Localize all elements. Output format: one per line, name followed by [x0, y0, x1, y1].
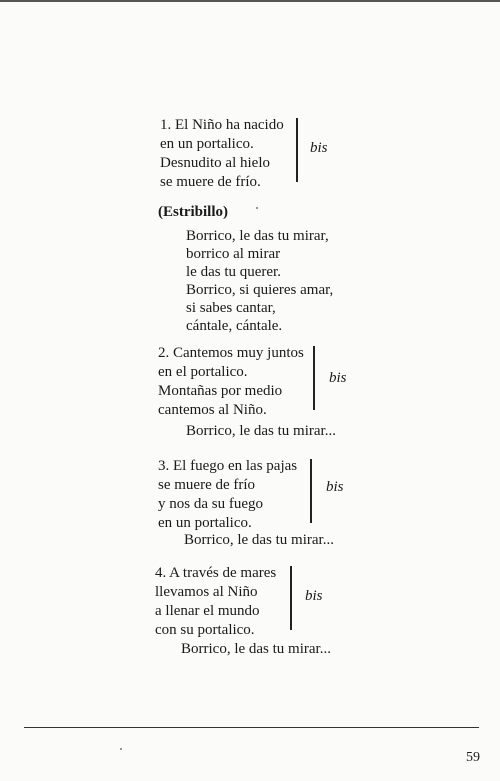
verse-line: en el portalico. [158, 364, 248, 380]
verse-line: a llenar el mundo [155, 603, 260, 619]
refrain-repeat: Borrico, le das tu mirar... [184, 532, 334, 548]
verse-line: se muere de frío. [160, 174, 261, 190]
estribillo-line: si sabes cantar, [186, 300, 276, 316]
refrain-repeat: Borrico, le das tu mirar... [186, 423, 336, 439]
bis-label: bis [305, 588, 323, 604]
estribillo-line: Borrico, si quieres amar, [186, 282, 334, 298]
bis-label: bis [329, 370, 347, 386]
verse-line: Montañas por medio [158, 383, 283, 399]
verse-line: cantemos al Niño. [158, 402, 267, 418]
verse-line: con su portalico. [155, 622, 255, 638]
bis-label: bis [310, 140, 328, 156]
estribillo-line: cántale, cántale. [186, 318, 283, 334]
bracket [313, 346, 315, 410]
estribillo-line: borrico al mirar [186, 246, 281, 262]
verse-line: 3. El fuego en las pajas [158, 458, 298, 474]
verse-line: se muere de frío [158, 477, 256, 493]
page-number: 59 [466, 750, 480, 765]
refrain-repeat: Borrico, le das tu mirar... [181, 641, 331, 657]
verse-line: y nos da su fuego [158, 496, 263, 512]
verse-line: en un portalico. [160, 136, 254, 152]
bracket [310, 459, 312, 523]
estribillo-line: le das tu querer. [186, 264, 281, 280]
bracket [296, 118, 298, 182]
estribillo-line: Borrico, le das tu mirar, [186, 228, 329, 244]
verse-line: 4. A través de mares [155, 565, 277, 581]
verse-line: en un portalico. [158, 515, 252, 531]
verse-line: llevamos al Niño [155, 584, 258, 600]
verse-line: 1. El Niño ha nacido [160, 117, 284, 133]
speck [120, 748, 122, 750]
bis-label: bis [326, 479, 344, 495]
verse-line: Desnudito al hielo [160, 155, 270, 171]
top-rule [0, 0, 500, 2]
bottom-rule [24, 727, 479, 728]
verse-line: 2. Cantemos muy juntos [158, 345, 304, 361]
speck [256, 207, 258, 209]
bracket [290, 566, 292, 630]
estribillo-heading: (Estribillo) [158, 204, 228, 220]
